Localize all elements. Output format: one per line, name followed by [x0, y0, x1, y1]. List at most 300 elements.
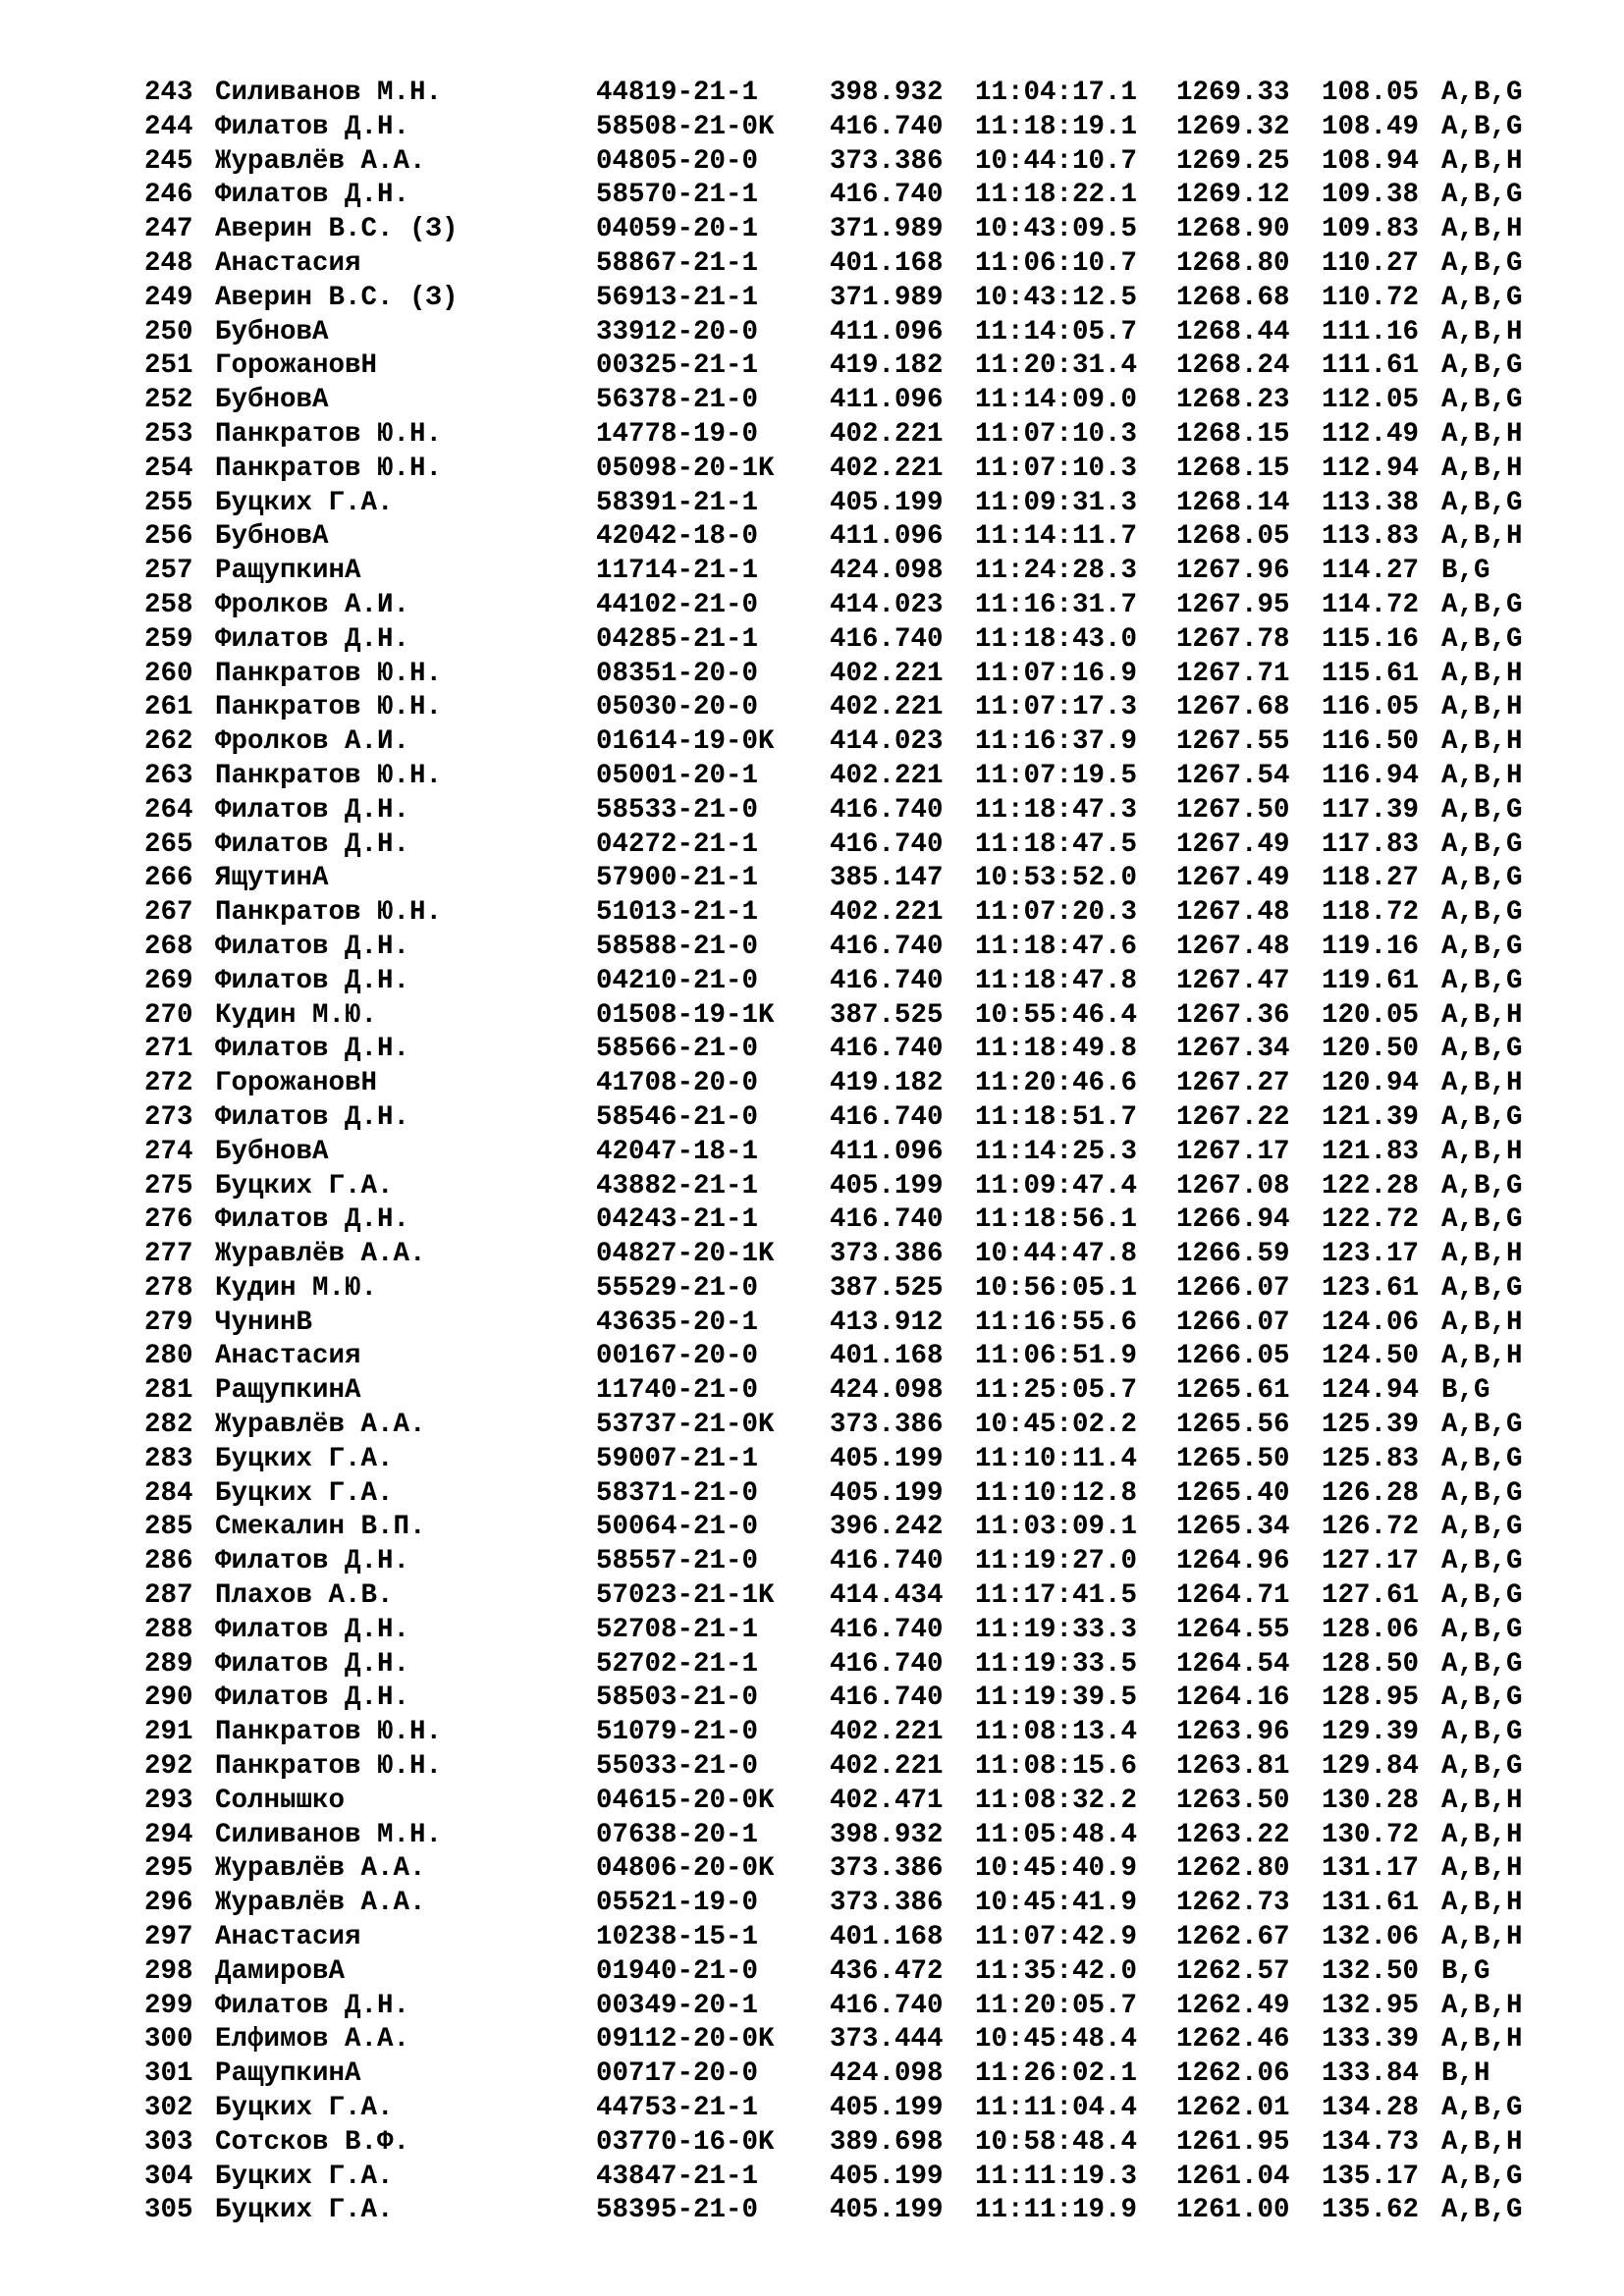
flags-cell: A,B,G — [1441, 1101, 1523, 1133]
speed-cell: 1266.07 — [1176, 1307, 1290, 1338]
flags-cell: A,B,G — [1441, 1477, 1523, 1509]
coefficient-cell: 120.50 — [1322, 1034, 1420, 1065]
flags-cell: A,B,H — [1441, 999, 1523, 1031]
ring-number-cell: 58395-21-0 — [596, 2195, 759, 2226]
table-row — [144, 384, 1523, 418]
flags-cell: A,B,G — [1441, 965, 1523, 996]
coefficient-cell: 128.06 — [1322, 1614, 1420, 1645]
table-row — [144, 1203, 1523, 1238]
participant-name-cell: Филатов Д.Н. — [215, 794, 410, 826]
arrival-time-cell: 11:07:17.3 — [975, 692, 1138, 723]
speed-cell: 1267.96 — [1176, 556, 1290, 587]
position-cell: 261 — [144, 692, 193, 723]
arrival-time-cell: 10:56:05.1 — [975, 1272, 1138, 1304]
speed-cell: 1269.25 — [1176, 145, 1290, 177]
distance-cell: 371.989 — [830, 214, 944, 245]
flags-cell: A,B,H — [1441, 1990, 1523, 2021]
distance-cell: 416.740 — [830, 1034, 944, 1065]
distance-cell: 416.740 — [830, 623, 944, 655]
participant-name-cell: Панкратов Ю.Н. — [215, 1751, 443, 1783]
ring-number-cell: 58566-21-0 — [596, 1034, 759, 1065]
coefficient-cell: 112.49 — [1322, 418, 1420, 450]
position-cell: 249 — [144, 282, 193, 313]
coefficient-cell: 126.28 — [1322, 1477, 1420, 1509]
distance-cell: 373.386 — [830, 1853, 944, 1885]
arrival-time-cell: 11:04:17.1 — [975, 78, 1138, 108]
coefficient-cell: 135.62 — [1322, 2195, 1420, 2226]
flags-cell: A,B,H — [1441, 1888, 1523, 1919]
table-row — [144, 1716, 1523, 1750]
participant-name-cell: Кудин М.Ю. — [215, 999, 378, 1031]
arrival-time-cell: 11:06:51.9 — [975, 1341, 1138, 1372]
speed-cell: 1262.01 — [1176, 2093, 1290, 2124]
table-row — [144, 1545, 1523, 1579]
flags-cell: A,B,G — [1441, 1443, 1523, 1474]
distance-cell: 424.098 — [830, 2058, 944, 2090]
ring-number-cell: 52702-21-1 — [596, 1648, 759, 1680]
participant-name-cell: Анастасия — [215, 1341, 361, 1372]
distance-cell: 387.525 — [830, 999, 944, 1031]
position-cell: 248 — [144, 247, 193, 279]
position-cell: 280 — [144, 1341, 193, 1372]
participant-name-cell: РащупкинА — [215, 556, 361, 587]
coefficient-cell: 126.72 — [1322, 1512, 1420, 1543]
ring-number-cell: 00167-20-0 — [596, 1341, 759, 1372]
coefficient-cell: 113.38 — [1322, 487, 1420, 518]
distance-cell: 405.199 — [830, 1477, 944, 1509]
coefficient-cell: 128.50 — [1322, 1648, 1420, 1680]
ring-number-cell: 43882-21-1 — [596, 1170, 759, 1201]
distance-cell: 411.096 — [830, 316, 944, 347]
flags-cell: A,B,H — [1441, 726, 1523, 758]
position-cell: 260 — [144, 658, 193, 689]
ring-number-cell: 58533-21-0 — [596, 794, 759, 826]
flags-cell: A,B,G — [1441, 589, 1523, 620]
distance-cell: 416.740 — [830, 1204, 944, 1236]
arrival-time-cell: 11:07:20.3 — [975, 897, 1138, 929]
arrival-time-cell: 11:07:42.9 — [975, 1922, 1138, 1953]
position-cell: 243 — [144, 78, 193, 108]
speed-cell: 1267.54 — [1176, 760, 1290, 791]
coefficient-cell: 116.05 — [1322, 692, 1420, 723]
participant-name-cell: ГорожановН — [215, 350, 378, 382]
distance-cell: 405.199 — [830, 1170, 944, 1201]
flags-cell: B,G — [1441, 1375, 1490, 1407]
coefficient-cell: 124.06 — [1322, 1307, 1420, 1338]
ring-number-cell: 50064-21-0 — [596, 1512, 759, 1543]
arrival-time-cell: 11:08:15.6 — [975, 1751, 1138, 1783]
flags-cell: A,B,G — [1441, 1580, 1523, 1612]
ring-number-cell: 07638-20-1 — [596, 1819, 759, 1850]
participant-name-cell: Буцких Г.А. — [215, 1477, 394, 1509]
ring-number-cell: 04059-20-1 — [596, 214, 759, 245]
arrival-time-cell: 11:08:13.4 — [975, 1717, 1138, 1748]
distance-cell: 411.096 — [830, 521, 944, 553]
coefficient-cell: 114.72 — [1322, 589, 1420, 620]
arrival-time-cell: 11:16:55.6 — [975, 1307, 1138, 1338]
table-row — [144, 1067, 1523, 1101]
participant-name-cell: Филатов Д.Н. — [215, 180, 410, 211]
arrival-time-cell: 11:09:47.4 — [975, 1170, 1138, 1201]
participant-name-cell: БубновА — [215, 521, 329, 553]
coefficient-cell: 134.73 — [1322, 2126, 1420, 2158]
speed-cell: 1264.16 — [1176, 1682, 1290, 1714]
distance-cell: 402.221 — [830, 1751, 944, 1783]
ring-number-cell: 58391-21-1 — [596, 487, 759, 518]
coefficient-cell: 124.94 — [1322, 1375, 1420, 1407]
position-cell: 270 — [144, 999, 193, 1031]
distance-cell: 416.740 — [830, 1648, 944, 1680]
table-row — [144, 555, 1523, 589]
position-cell: 304 — [144, 2161, 193, 2192]
arrival-time-cell: 11:19:33.3 — [975, 1614, 1138, 1645]
arrival-time-cell: 11:07:16.9 — [975, 658, 1138, 689]
distance-cell: 416.740 — [830, 111, 944, 142]
position-cell: 287 — [144, 1580, 193, 1612]
ring-number-cell: 04272-21-1 — [596, 828, 759, 860]
position-cell: 303 — [144, 2126, 193, 2158]
ring-number-cell: 05098-20-1K — [596, 453, 775, 484]
ring-number-cell: 11714-21-1 — [596, 556, 759, 587]
arrival-time-cell: 11:19:33.5 — [975, 1648, 1138, 1680]
position-cell: 256 — [144, 521, 193, 553]
distance-cell: 401.168 — [830, 247, 944, 279]
participant-name-cell: Аверин В.С. (З) — [215, 214, 459, 245]
coefficient-cell: 117.83 — [1322, 828, 1420, 860]
coefficient-cell: 108.94 — [1322, 145, 1420, 177]
table-row — [144, 1990, 1523, 2024]
arrival-time-cell: 10:43:12.5 — [975, 282, 1138, 313]
participant-name-cell: Филатов Д.Н. — [215, 1204, 410, 1236]
ring-number-cell: 59007-21-1 — [596, 1443, 759, 1474]
coefficient-cell: 115.61 — [1322, 658, 1420, 689]
distance-cell: 411.096 — [830, 385, 944, 416]
arrival-time-cell: 10:55:46.4 — [975, 999, 1138, 1031]
arrival-time-cell: 10:45:48.4 — [975, 2024, 1138, 2056]
ring-number-cell: 55033-21-0 — [596, 1751, 759, 1783]
participant-name-cell: Филатов Д.Н. — [215, 965, 410, 996]
coefficient-cell: 133.39 — [1322, 2024, 1420, 2056]
position-cell: 274 — [144, 1136, 193, 1167]
position-cell: 279 — [144, 1307, 193, 1338]
coefficient-cell: 132.95 — [1322, 1990, 1420, 2021]
position-cell: 269 — [144, 965, 193, 996]
participant-name-cell: Силиванов М.Н. — [215, 78, 443, 108]
coefficient-cell: 110.72 — [1322, 282, 1420, 313]
table-row — [144, 623, 1523, 658]
distance-cell: 402.221 — [830, 760, 944, 791]
participant-name-cell: Фролков А.И. — [215, 726, 410, 758]
coefficient-cell: 111.16 — [1322, 316, 1420, 347]
flags-cell: A,B,G — [1441, 1682, 1523, 1714]
distance-cell: 402.221 — [830, 418, 944, 450]
participant-name-cell: Панкратов Ю.Н. — [215, 658, 443, 689]
distance-cell: 436.472 — [830, 1955, 944, 1987]
speed-cell: 1265.56 — [1176, 1410, 1290, 1441]
speed-cell: 1268.14 — [1176, 487, 1290, 518]
position-cell: 281 — [144, 1375, 193, 1407]
participant-name-cell: Аверин В.С. (З) — [215, 282, 459, 313]
position-cell: 302 — [144, 2093, 193, 2124]
ring-number-cell: 41708-20-0 — [596, 1068, 759, 1099]
participant-name-cell: БубновА — [215, 1136, 329, 1167]
speed-cell: 1262.73 — [1176, 1888, 1290, 1919]
ring-number-cell: 00325-21-1 — [596, 350, 759, 382]
speed-cell: 1268.15 — [1176, 453, 1290, 484]
coefficient-cell: 123.61 — [1322, 1272, 1420, 1304]
speed-cell: 1267.08 — [1176, 1170, 1290, 1201]
speed-cell: 1267.17 — [1176, 1136, 1290, 1167]
table-row — [144, 2126, 1523, 2161]
results-table — [144, 77, 1523, 2228]
coefficient-cell: 119.61 — [1322, 965, 1420, 996]
table-row — [144, 1955, 1523, 1990]
flags-cell: A,B,G — [1441, 623, 1523, 655]
flags-cell: A,B,H — [1441, 2024, 1523, 2056]
position-cell: 278 — [144, 1272, 193, 1304]
table-row — [144, 1887, 1523, 1921]
arrival-time-cell: 11:07:10.3 — [975, 453, 1138, 484]
distance-cell: 402.221 — [830, 1717, 944, 1748]
ring-number-cell: 04806-20-0K — [596, 1853, 775, 1885]
ring-number-cell: 04243-21-1 — [596, 1204, 759, 1236]
arrival-time-cell: 11:20:05.7 — [975, 1990, 1138, 2021]
position-cell: 298 — [144, 1955, 193, 1987]
flags-cell: A,B,H — [1441, 1341, 1523, 1372]
table-row — [144, 2161, 1523, 2195]
ring-number-cell: 44753-21-1 — [596, 2093, 759, 2124]
distance-cell: 402.221 — [830, 897, 944, 929]
table-row — [144, 2057, 1523, 2092]
speed-cell: 1263.50 — [1176, 1785, 1290, 1816]
participant-name-cell: Филатов Д.Н. — [215, 1101, 410, 1133]
participant-name-cell: Плахов А.В. — [215, 1580, 394, 1612]
speed-cell: 1267.36 — [1176, 999, 1290, 1031]
distance-cell: 416.740 — [830, 1546, 944, 1577]
speed-cell: 1267.78 — [1176, 623, 1290, 655]
ring-number-cell: 56378-21-0 — [596, 385, 759, 416]
arrival-time-cell: 11:18:51.7 — [975, 1101, 1138, 1133]
coefficient-cell: 129.84 — [1322, 1751, 1420, 1783]
flags-cell: A,B,H — [1441, 418, 1523, 450]
flags-cell: A,B,G — [1441, 1272, 1523, 1304]
table-row — [144, 316, 1523, 350]
ring-number-cell: 01614-19-0K — [596, 726, 775, 758]
speed-cell: 1267.95 — [1176, 589, 1290, 620]
participant-name-cell: ДамировА — [215, 1955, 346, 1987]
position-cell: 282 — [144, 1410, 193, 1441]
table-row — [144, 2023, 1523, 2057]
flags-cell: B,G — [1441, 1955, 1490, 1987]
arrival-time-cell: 11:18:47.5 — [975, 828, 1138, 860]
speed-cell: 1262.46 — [1176, 2024, 1290, 2056]
arrival-time-cell: 11:09:31.3 — [975, 487, 1138, 518]
table-row — [144, 1648, 1523, 1682]
coefficient-cell: 112.05 — [1322, 385, 1420, 416]
speed-cell: 1264.55 — [1176, 1614, 1290, 1645]
ring-number-cell: 44819-21-1 — [596, 78, 759, 108]
distance-cell: 416.740 — [830, 931, 944, 962]
table-row — [144, 1307, 1523, 1341]
flags-cell: A,B,G — [1441, 1614, 1523, 1645]
position-cell: 257 — [144, 556, 193, 587]
distance-cell: 419.182 — [830, 350, 944, 382]
flags-cell: A,B,G — [1441, 863, 1523, 894]
speed-cell: 1263.81 — [1176, 1751, 1290, 1783]
table-row — [144, 520, 1523, 555]
table-row — [144, 349, 1523, 384]
position-cell: 276 — [144, 1204, 193, 1236]
table-row — [144, 77, 1523, 111]
coefficient-cell: 135.17 — [1322, 2161, 1420, 2192]
distance-cell: 405.199 — [830, 2093, 944, 2124]
coefficient-cell: 115.16 — [1322, 623, 1420, 655]
ring-number-cell: 43635-20-1 — [596, 1307, 759, 1338]
coefficient-cell: 125.83 — [1322, 1443, 1420, 1474]
flags-cell: A,B,H — [1441, 1307, 1523, 1338]
ring-number-cell: 08351-20-0 — [596, 658, 759, 689]
participant-name-cell: Буцких Г.А. — [215, 2161, 394, 2192]
distance-cell: 416.740 — [830, 1101, 944, 1133]
arrival-time-cell: 11:18:19.1 — [975, 111, 1138, 142]
speed-cell: 1262.06 — [1176, 2058, 1290, 2090]
participant-name-cell: Журавлёв А.А. — [215, 1853, 426, 1885]
participant-name-cell: Панкратов Ю.Н. — [215, 418, 443, 450]
arrival-time-cell: 11:18:43.0 — [975, 623, 1138, 655]
speed-cell: 1264.96 — [1176, 1546, 1290, 1577]
ring-number-cell: 58503-21-0 — [596, 1682, 759, 1714]
arrival-time-cell: 11:18:47.8 — [975, 965, 1138, 996]
speed-cell: 1263.96 — [1176, 1717, 1290, 1748]
distance-cell: 416.740 — [830, 1682, 944, 1714]
coefficient-cell: 125.39 — [1322, 1410, 1420, 1441]
arrival-time-cell: 11:10:11.4 — [975, 1443, 1138, 1474]
arrival-time-cell: 11:10:12.8 — [975, 1477, 1138, 1509]
speed-cell: 1266.94 — [1176, 1204, 1290, 1236]
table-row — [144, 453, 1523, 487]
table-row — [144, 1819, 1523, 1853]
participant-name-cell: Филатов Д.Н. — [215, 1682, 410, 1714]
table-row — [144, 1477, 1523, 1512]
coefficient-cell: 118.27 — [1322, 863, 1420, 894]
position-cell: 288 — [144, 1614, 193, 1645]
coefficient-cell: 108.49 — [1322, 111, 1420, 142]
arrival-time-cell: 11:16:37.9 — [975, 726, 1138, 758]
table-row — [144, 1852, 1523, 1887]
position-cell: 285 — [144, 1512, 193, 1543]
arrival-time-cell: 11:18:56.1 — [975, 1204, 1138, 1236]
coefficient-cell: 132.50 — [1322, 1955, 1420, 1987]
distance-cell: 414.023 — [830, 726, 944, 758]
arrival-time-cell: 11:19:39.5 — [975, 1682, 1138, 1714]
position-cell: 291 — [144, 1717, 193, 1748]
ring-number-cell: 01508-19-1K — [596, 999, 775, 1031]
participant-name-cell: Елфимов А.А. — [215, 2024, 410, 2056]
distance-cell: 396.242 — [830, 1512, 944, 1543]
position-cell: 262 — [144, 726, 193, 758]
flags-cell: A,B,G — [1441, 1546, 1523, 1577]
flags-cell: A,B,H — [1441, 214, 1523, 245]
table-row — [144, 1511, 1523, 1545]
distance-cell: 401.168 — [830, 1922, 944, 1953]
coefficient-cell: 117.39 — [1322, 794, 1420, 826]
arrival-time-cell: 11:03:09.1 — [975, 1512, 1138, 1543]
arrival-time-cell: 11:26:02.1 — [975, 2058, 1138, 2090]
table-row — [144, 282, 1523, 316]
position-cell: 259 — [144, 623, 193, 655]
speed-cell: 1267.34 — [1176, 1034, 1290, 1065]
table-row — [144, 1682, 1523, 1716]
participant-name-cell: Филатов Д.Н. — [215, 111, 410, 142]
flags-cell: B,H — [1441, 2058, 1490, 2090]
speed-cell: 1267.49 — [1176, 863, 1290, 894]
participant-name-cell: ГорожановН — [215, 1068, 378, 1099]
flags-cell: A,B,G — [1441, 931, 1523, 962]
distance-cell: 405.199 — [830, 1443, 944, 1474]
speed-cell: 1264.54 — [1176, 1648, 1290, 1680]
position-cell: 266 — [144, 863, 193, 894]
table-row — [144, 1101, 1523, 1136]
flags-cell: A,B,G — [1441, 897, 1523, 929]
participant-name-cell: Буцких Г.А. — [215, 1443, 394, 1474]
coefficient-cell: 130.28 — [1322, 1785, 1420, 1816]
position-cell: 296 — [144, 1888, 193, 1919]
flags-cell: A,B,G — [1441, 1170, 1523, 1201]
position-cell: 252 — [144, 385, 193, 416]
flags-cell: A,B,H — [1441, 1136, 1523, 1167]
table-row — [144, 179, 1523, 213]
arrival-time-cell: 11:19:27.0 — [975, 1546, 1138, 1577]
ring-number-cell: 05521-19-0 — [596, 1888, 759, 1919]
arrival-time-cell: 10:45:41.9 — [975, 1888, 1138, 1919]
arrival-time-cell: 10:44:10.7 — [975, 145, 1138, 177]
participant-name-cell: Анастасия — [215, 1922, 361, 1953]
table-row — [144, 1409, 1523, 1443]
speed-cell: 1262.57 — [1176, 1955, 1290, 1987]
table-row — [144, 931, 1523, 965]
speed-cell: 1267.48 — [1176, 897, 1290, 929]
distance-cell: 398.932 — [830, 78, 944, 108]
flags-cell: A,B,H — [1441, 316, 1523, 347]
speed-cell: 1262.49 — [1176, 1990, 1290, 2021]
distance-cell: 405.199 — [830, 2195, 944, 2226]
ring-number-cell: 57023-21-1K — [596, 1580, 775, 1612]
distance-cell: 411.096 — [830, 1136, 944, 1167]
participant-name-cell: Силиванов М.Н. — [215, 1819, 443, 1850]
participant-name-cell: Филатов Д.Н. — [215, 1034, 410, 1065]
speed-cell: 1268.23 — [1176, 385, 1290, 416]
participant-name-cell: Панкратов Ю.Н. — [215, 453, 443, 484]
distance-cell: 373.386 — [830, 1239, 944, 1270]
flags-cell: A,B,G — [1441, 385, 1523, 416]
participant-name-cell: Сотсков В.Ф. — [215, 2126, 410, 2158]
participant-name-cell: Журавлёв А.А. — [215, 145, 426, 177]
arrival-time-cell: 10:43:09.5 — [975, 214, 1138, 245]
flags-cell: A,B,H — [1441, 1922, 1523, 1953]
position-cell: 284 — [144, 1477, 193, 1509]
flags-cell: A,B,G — [1441, 487, 1523, 518]
speed-cell: 1262.80 — [1176, 1853, 1290, 1885]
participant-name-cell: Кудин М.Ю. — [215, 1272, 378, 1304]
position-cell: 251 — [144, 350, 193, 382]
flags-cell: A,B,H — [1441, 1239, 1523, 1270]
position-cell: 258 — [144, 589, 193, 620]
arrival-time-cell: 11:17:41.5 — [975, 1580, 1138, 1612]
distance-cell: 402.221 — [830, 453, 944, 484]
flags-cell: A,B,G — [1441, 282, 1523, 313]
table-row — [144, 2194, 1523, 2228]
arrival-time-cell: 11:11:19.9 — [975, 2195, 1138, 2226]
